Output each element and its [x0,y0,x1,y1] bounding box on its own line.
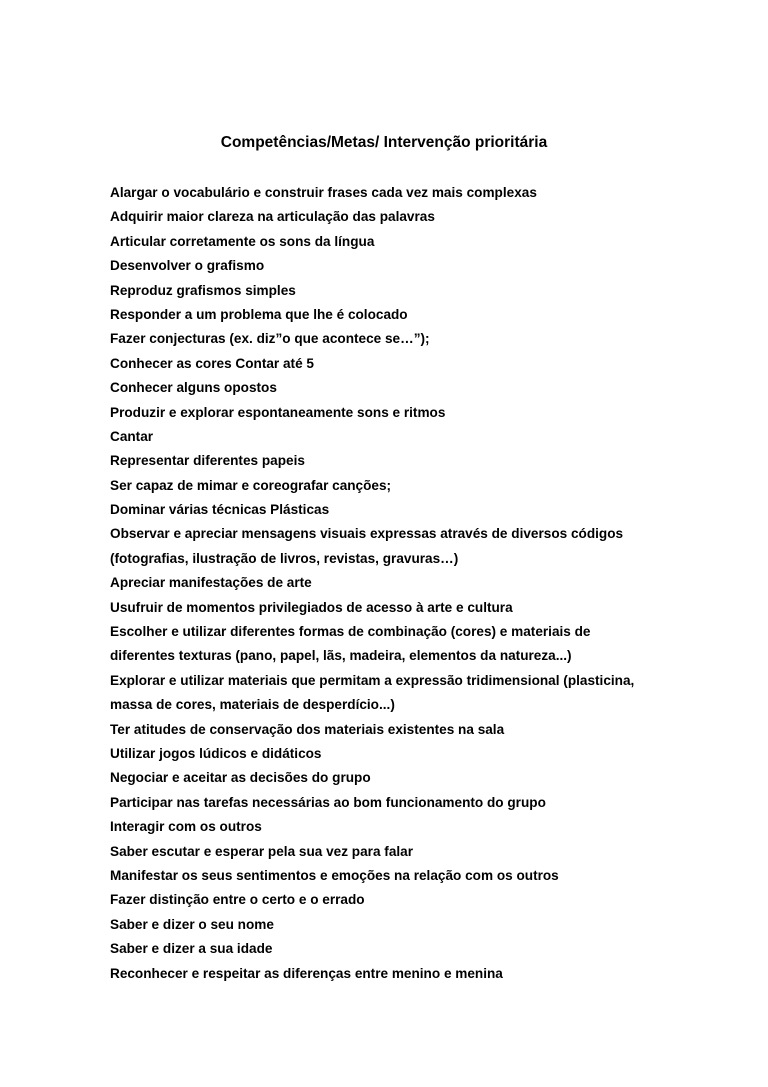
competency-line: Saber e dizer o seu nome [110,916,274,932]
competency-line: Ser capaz de mimar e coreografar canções; [110,477,392,493]
competency-line: Participar nas tarefas necessárias ao bom funcionamento do grupo [110,794,546,810]
competency-line: Cantar [110,428,154,444]
competency-line: Saber escutar e esperar pela sua vez para falar [110,843,414,859]
competency-line: Responder a um problema que lhe é colocado [110,306,408,322]
competency-line: Manifestar os seus sentimentos e emoções na relação com os outros [110,867,559,883]
document-title: Competências/Metas/ Intervenção prioritária [220,134,548,151]
competency-line: Fazer distinção entre o certo e o errado [110,892,365,908]
competency-line: Reproduz grafismos simples [110,282,296,298]
competency-line: Representar diferentes papeis [110,453,305,469]
competency-line: Articular corretamente os sons da língua [110,233,375,249]
competency-line: Alargar o vocabulário e construir frases cada vez mais complexas [110,185,537,200]
competency-line: Dominar várias técnicas Plásticas [110,502,330,518]
competency-line: Observar e apreciar mensagens visuais expressas através de diversos códigos [110,526,624,542]
competency-line: Produzir e explorar espontaneamente sons e ritmos [110,404,446,420]
competency-line: Ter atitudes de conservação dos materiais existentes na sala [110,721,505,737]
competency-list [110,181,730,986]
competency-line: Saber e dizer a sua idade [110,941,273,957]
competency-line: Interagir com os outros [110,819,262,835]
competency-line: Apreciar manifestações de arte [110,575,312,591]
competency-line: diferentes texturas (pano, papel, lãs, madeira, elementos da natureza...) [110,648,572,664]
competency-line: Conhecer as cores Contar até 5 [110,355,314,371]
competency-line: Fazer conjecturas (ex. diz”o que acontece se…”); [110,331,430,347]
competency-line: (fotografias, ilustração de livros, revistas, gravuras…) [110,550,459,566]
competency-line: Utilizar jogos lúdicos e didáticos [110,745,322,761]
competency-line: Conhecer alguns opostos [110,380,277,396]
competency-line: Reconhecer e respeitar as diferenças entre menino e menina [110,965,503,981]
competency-line: Explorar e utilizar materiais que permitam a expressão tridimensional (plasticina, [110,672,635,688]
competency-line: Escolher e utilizar diferentes formas de combinação (cores) e materiais de [110,624,591,640]
competency-line: Adquirir maior clareza na articulação das palavras [110,209,435,225]
competency-line: Negociar e aceitar as decisões do grupo [110,770,371,786]
competency-line: Desenvolver o grafismo [110,258,265,274]
competency-line: massa de cores, materiais de desperdício...) [110,697,395,713]
competency-line: Usufruir de momentos privilegiados de acesso à arte e cultura [110,599,513,615]
